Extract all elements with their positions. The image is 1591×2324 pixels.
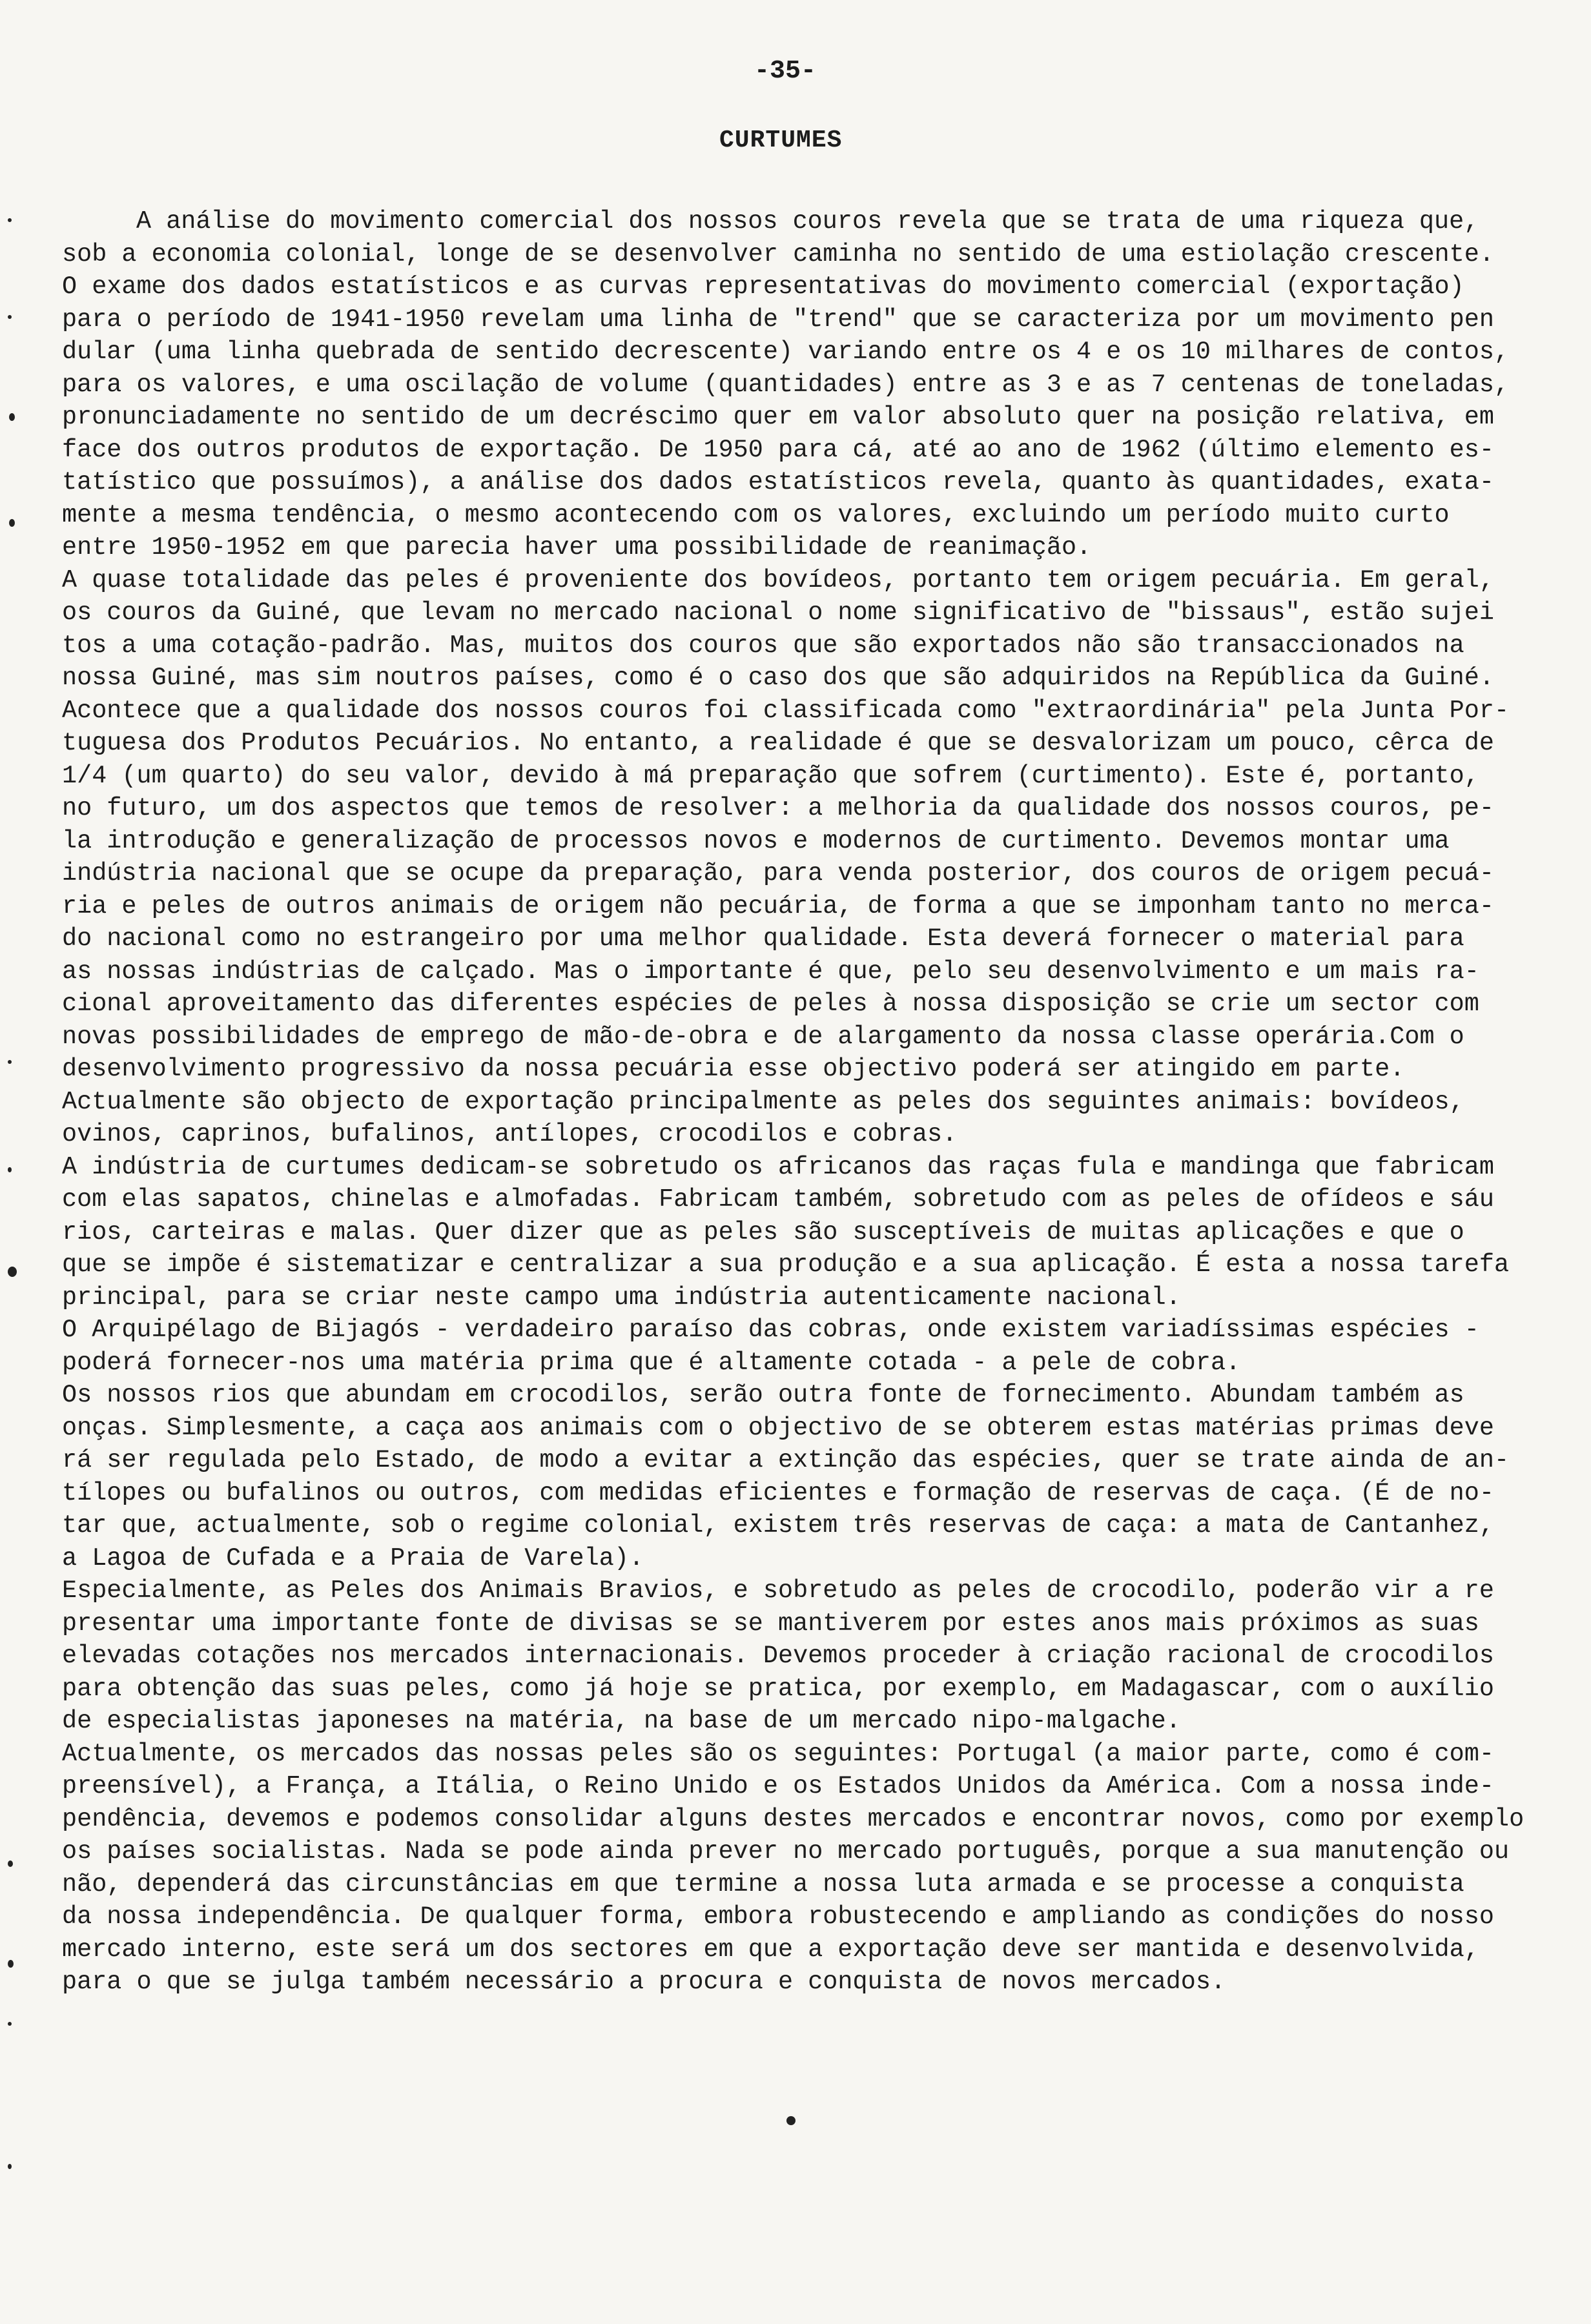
- text-line: para o que se julga também necessário a procura e conquista de novos mercados.: [62, 1968, 1226, 1996]
- text-line: O exame dos dados estatísticos e as curvas representativas do movimento comercial (exportação): [62, 272, 1464, 301]
- text-line: tílopes ou bufalinos ou outros, com medidas eficientes e formação de reservas de caça. (É de no-: [62, 1478, 1494, 1507]
- text-line: os países socialistas. Nada se pode ainda prever no mercado português, porque a sua manutenção ou: [62, 1837, 1510, 1866]
- margin-mark: [8, 1267, 17, 1277]
- text-line: ovinos, caprinos, bufalinos, antílopes, crocodilos e cobras.: [62, 1120, 958, 1148]
- text-line: elevadas cotações nos mercados internacionais. Devemos proceder à criação racional de crocodilos: [62, 1642, 1494, 1670]
- text-line: onças. Simplesmente, a caça aos animais com o objectivo de se obterem estas matérias primas deve: [62, 1413, 1494, 1442]
- text-line: os couros da Guiné, que levam no mercado nacional o nome significativo de "bissaus", estão sujei: [62, 598, 1494, 627]
- text-line: cional aproveitamento das diferentes espécies de peles à nossa disposição se crie um sector com: [62, 990, 1479, 1018]
- text-line: que se impõe é sistematizar e centralizar a sua produção e a sua aplicação. É esta a nossa tarefa: [62, 1250, 1510, 1279]
- text-line: face dos outros produtos de exportação. De 1950 para cá, até ao ano de 1962 (último elemento es-: [62, 435, 1494, 464]
- margin-mark: [8, 2164, 12, 2169]
- text-line: la introdução e generalização de processos novos e modernos de curtimento. Devemos montar uma: [62, 826, 1450, 855]
- margin-mark: [8, 218, 12, 222]
- text-line: desenvolvimento progressivo da nossa pecuária esse objectivo poderá ser atingido em parte.: [62, 1055, 1405, 1083]
- text-line: indústria nacional que se ocupe da preparação, para venda posterior, dos couros de origem pecuá-: [62, 859, 1494, 888]
- text-line: A quase totalidade das peles é proveniente dos bovídeos, portanto tem origem pecuária. Em geral,: [62, 566, 1494, 595]
- bottom-mark: [786, 2116, 796, 2125]
- text-line: presentar uma importante fonte de divisas se se mantiverem por estes anos mais próximos as suas: [62, 1609, 1479, 1638]
- text-line: principal, para se criar neste campo uma indústria autenticamente nacional.: [62, 1283, 1181, 1312]
- text-line: nossa Guiné, mas sim noutros países, como é o caso dos que são adquiridos na República da Guiné.: [62, 664, 1494, 692]
- page-title: CURTUMES: [719, 127, 843, 154]
- text-line: pendência, devemos e podemos consolidar alguns destes mercados e encontrar novos, como por exemplo: [62, 1804, 1524, 1833]
- text-line: O Arquipélago de Bijagós - verdadeiro paraíso das cobras, onde existem variadíssimas espécies -: [62, 1316, 1479, 1344]
- text-line: mercado interno, este será um dos sectores em que a exportação deve ser mantida e desenvolvida,: [62, 1935, 1479, 1964]
- margin-mark: [9, 413, 15, 421]
- text-line: para os valores, e uma oscilação de volume (quantidades) entre as 3 e as 7 centenas de toneladas,: [62, 370, 1510, 399]
- text-line: novas possibilidades de emprego de mão-de-obra e de alargamento da nossa classe operária.Com o: [62, 1022, 1464, 1051]
- text-line: de especialistas japoneses na matéria, na base de um mercado nipo-malgache.: [62, 1707, 1181, 1735]
- text-line: poderá fornecer-nos uma matéria prima que é altamente cotada - a pele de cobra.: [62, 1348, 1241, 1377]
- margin-mark: [9, 519, 15, 527]
- text-line: para obtenção das suas peles, como já hoje se pratica, por exemplo, em Madagascar, com o auxílio: [62, 1674, 1494, 1703]
- text-line: Especialmente, as Peles dos Animais Bravios, e sobretudo as peles de crocodilo, poderão vir a re: [62, 1576, 1494, 1605]
- margin-mark: [8, 1167, 12, 1172]
- text-line: pronunciadamente no sentido de um decréscimo quer em valor absoluto quer na posição relativa, em: [62, 403, 1494, 431]
- text-line: dular (uma linha quebrada de sentido decrescente) variando entre os 4 e os 10 milhares de contos,: [62, 338, 1510, 366]
- text-line: tuguesa dos Produtos Pecuários. No entanto, a realidade é que se desvalorizam um pouco, cêrca de: [62, 729, 1494, 757]
- margin-mark: [8, 1860, 13, 1867]
- text-line: rá ser regulada pelo Estado, de modo a evitar a extinção das espécies, quer se trate ainda de an-: [62, 1446, 1510, 1474]
- margin-mark: [8, 1960, 14, 1968]
- text-line: preensível), a França, a Itália, o Reino Unido e os Estados Unidos da América. Com a nossa inde-: [62, 1772, 1494, 1800]
- text-line: da nossa independência. De qualquer forma, embora robustecendo e ampliando as condições do nosso: [62, 1902, 1494, 1931]
- text-line: as nossas indústrias de calçado. Mas o importante é que, pelo seu desenvolvimento e um mais ra-: [62, 957, 1479, 986]
- text-line: a Lagoa de Cufada e a Praia de Varela).: [62, 1544, 644, 1573]
- text-line: tatístico que possuímos), a análise dos dados estatísticos revela, quanto às quantidades, exata-: [62, 468, 1494, 496]
- text-line: entre 1950-1952 em que parecia haver uma possibilidade de reanimação.: [62, 533, 1092, 562]
- text-line: Actualmente são objecto de exportação principalmente as peles dos seguintes animais: bovídeos,: [62, 1087, 1464, 1116]
- text-line: do nacional como no estrangeiro por uma melhor qualidade. Esta deverá fornecer o material para: [62, 924, 1464, 953]
- text-line: tar que, actualmente, sob o regime colonial, existem três reservas de caça: a mata de Cantanhez,: [62, 1511, 1494, 1540]
- page-number: -35-: [754, 57, 817, 86]
- text-line: tos a uma cotação-padrão. Mas, muitos dos couros que são exportados não são transaccionados na: [62, 631, 1464, 660]
- text-line: sob a economia colonial, longe de se desenvolver caminha no sentido de uma estiolação crescente.: [62, 240, 1494, 269]
- text-line: Actualmente, os mercados das nossas peles são os seguintes: Portugal (a maior parte, como é com-: [62, 1739, 1494, 1768]
- text-line: rios, carteiras e malas. Quer dizer que as peles são susceptíveis de muitas aplicações e que o: [62, 1218, 1464, 1247]
- text-line: Acontece que a qualidade dos nossos couros foi classificada como "extraordinária" pela Junta Por-: [62, 696, 1510, 725]
- body-text: [62, 205, 1547, 1999]
- margin-mark: [8, 315, 12, 319]
- text-line: 1/4 (um quarto) do seu valor, devido à má preparação que sofrem (curtimento). Este é, portanto,: [62, 761, 1479, 790]
- text-line: no futuro, um dos aspectos que temos de resolver: a melhoria da qualidade dos nossos couros, pe-: [62, 794, 1494, 822]
- text-line: para o período de 1941-1950 revelam uma linha de "trend" que se caracteriza por um movimento pen: [62, 305, 1494, 334]
- text-line: Os nossos rios que abundam em crocodilos, serão outra fonte de fornecimento. Abundam também as: [62, 1381, 1464, 1409]
- margin-mark: [8, 1060, 12, 1064]
- text-line: não, dependerá das circunstâncias em que termine a nossa luta armada e se processe a conquista: [62, 1870, 1464, 1899]
- margin-mark: [8, 2022, 12, 2026]
- text-line: ria e peles de outros animais de origem não pecuária, de forma a que se imponham tanto no merca-: [62, 892, 1494, 921]
- text-line: com elas sapatos, chinelas e almofadas. Fabricam também, sobretudo com as peles de ofídeos e sáu: [62, 1185, 1494, 1214]
- text-line: A análise do movimento comercial dos nossos couros revela que se trata de uma riqueza que,: [136, 207, 1479, 236]
- text-line: mente a mesma tendência, o mesmo acontecendo com os valores, excluindo um período muito curto: [62, 500, 1450, 529]
- text-line: A indústria de curtumes dedicam-se sobretudo os africanos das raças fula e mandinga que fabricam: [62, 1152, 1494, 1181]
